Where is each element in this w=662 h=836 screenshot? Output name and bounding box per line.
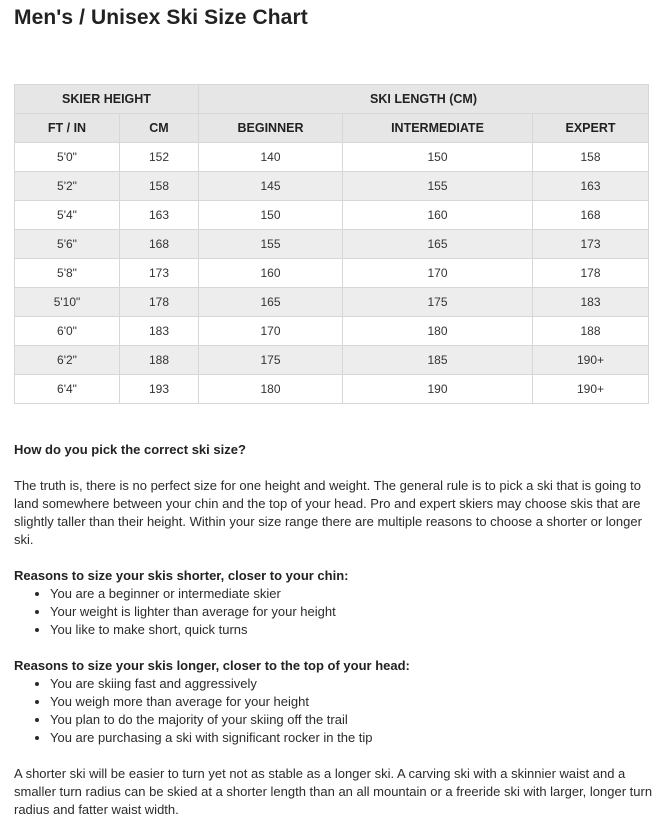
group-header-ski-length: SKI LENGTH (CM)	[199, 85, 649, 114]
cell-intermediate: 180	[343, 317, 533, 346]
longer-heading: Reasons to size your skis longer, closer to the top of your head:	[14, 658, 410, 673]
cell-beginner: 175	[199, 346, 343, 375]
cell-cm: 183	[120, 317, 199, 346]
cell-intermediate: 160	[343, 201, 533, 230]
list-item: • Your weight is lighter than average for your height	[50, 603, 654, 621]
table-row	[15, 201, 649, 230]
cell-ft-in: 5'4"	[15, 201, 120, 230]
cell-expert: 183	[533, 288, 649, 317]
cell-expert: 190+	[533, 346, 649, 375]
cell-intermediate: 155	[343, 172, 533, 201]
cell-expert: 188	[533, 317, 649, 346]
cell-ft-in: 6'2"	[15, 346, 120, 375]
cell-cm: 188	[120, 346, 199, 375]
cell-expert: 163	[533, 172, 649, 201]
list-item: • You weigh more than average for your height	[50, 693, 654, 711]
cell-intermediate: 165	[343, 230, 533, 259]
cell-cm: 193	[120, 375, 199, 404]
table-row	[15, 230, 649, 259]
cell-beginner: 160	[199, 259, 343, 288]
list-item: • You like to make short, quick turns	[50, 621, 654, 639]
table-row	[15, 317, 649, 346]
cell-ft-in: 6'0"	[15, 317, 120, 346]
cell-expert: 168	[533, 201, 649, 230]
cell-intermediate: 175	[343, 288, 533, 317]
intro-paragraph: The truth is, there is no perfect size for one height and weight. The general rule is to pick a ski that is going to land somewhere between your chin and the top of your head. Pro and expert skiers may choose skis that are slightly taller than their height. Within your size range there are multiple reasons to choose a shorter or longer ski.	[14, 478, 642, 547]
cell-beginner: 155	[199, 230, 343, 259]
cell-ft-in: 5'8"	[15, 259, 120, 288]
cell-cm: 152	[120, 143, 199, 172]
list-item: • You plan to do the majority of your skiing off the trail	[50, 711, 654, 729]
column-header-intermediate: INTERMEDIATE	[343, 114, 533, 143]
guide-content	[14, 441, 654, 819]
cell-expert: 158	[533, 143, 649, 172]
page-title: Men's / Unisex Ski Size Chart	[14, 6, 308, 29]
cell-beginner: 170	[199, 317, 343, 346]
cell-ft-in: 5'0"	[15, 143, 120, 172]
cell-expert: 173	[533, 230, 649, 259]
cell-cm: 173	[120, 259, 199, 288]
cell-expert: 190+	[533, 375, 649, 404]
shorter-heading: Reasons to size your skis shorter, closer to your chin:	[14, 568, 349, 583]
cell-ft-in: 6'4"	[15, 375, 120, 404]
cell-cm: 168	[120, 230, 199, 259]
cell-beginner: 180	[199, 375, 343, 404]
column-header-ft-in: FT / IN	[15, 114, 120, 143]
list-item: • You are a beginner or intermediate skier	[50, 585, 654, 603]
cell-beginner: 145	[199, 172, 343, 201]
list-item: • You are skiing fast and aggressively	[50, 675, 654, 693]
cell-ft-in: 5'10"	[15, 288, 120, 317]
column-header-beginner: BEGINNER	[199, 114, 343, 143]
longer-list	[14, 675, 654, 747]
closing-paragraph: A shorter ski will be easier to turn yet not as stable as a longer ski. A carving ski with a skinnier waist and a smaller turn radius can be skied at a shorter length than an all mountain or a freeride ski with larger, longer turn radius and fatter waist width.	[14, 766, 653, 817]
cell-intermediate: 185	[343, 346, 533, 375]
shorter-list	[14, 585, 654, 639]
cell-beginner: 150	[199, 201, 343, 230]
cell-intermediate: 150	[343, 143, 533, 172]
column-header-cm: CM	[120, 114, 199, 143]
table-row	[15, 172, 649, 201]
list-item: • You are purchasing a ski with significant rocker in the tip	[50, 729, 654, 747]
cell-cm: 163	[120, 201, 199, 230]
cell-expert: 178	[533, 259, 649, 288]
cell-ft-in: 5'2"	[15, 172, 120, 201]
ski-size-table	[14, 84, 649, 404]
cell-beginner: 140	[199, 143, 343, 172]
cell-cm: 158	[120, 172, 199, 201]
cell-intermediate: 190	[343, 375, 533, 404]
cell-ft-in: 5'6"	[15, 230, 120, 259]
table-row	[15, 288, 649, 317]
table-row	[15, 346, 649, 375]
table-row	[15, 259, 649, 288]
table-row	[15, 375, 649, 404]
cell-intermediate: 170	[343, 259, 533, 288]
section-question: How do you pick the correct ski size?	[14, 442, 246, 457]
table-row	[15, 143, 649, 172]
column-header-expert: EXPERT	[533, 114, 649, 143]
cell-cm: 178	[120, 288, 199, 317]
cell-beginner: 165	[199, 288, 343, 317]
group-header-skier-height: SKIER HEIGHT	[15, 85, 199, 114]
